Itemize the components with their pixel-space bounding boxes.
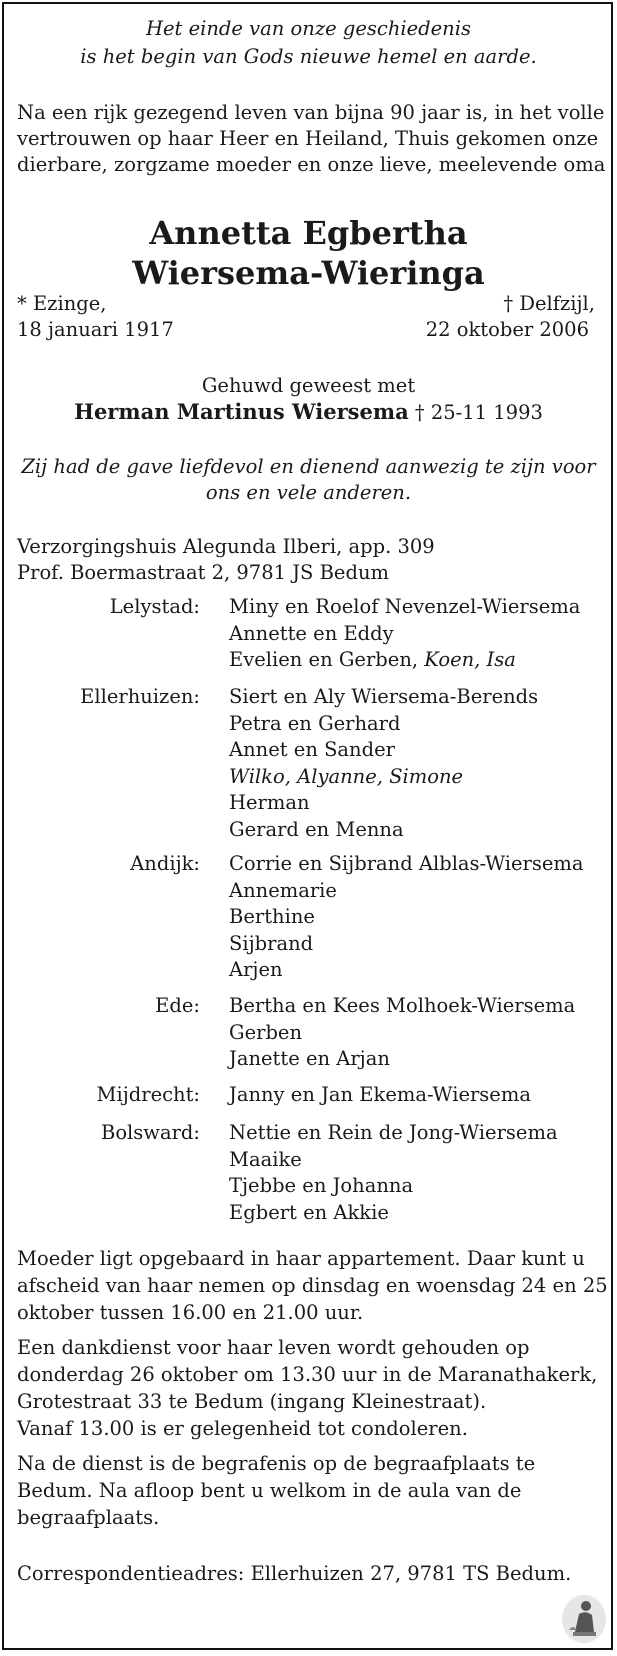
family-member-line	[229, 1045, 390, 1073]
intro-line-3: dierbare, zorgzame moeder en onze lieve, meelevende oma	[17, 153, 606, 176]
family-member-line	[229, 1199, 389, 1227]
visitation-line-2: afscheid van haar nemen op dinsdag en woensdag 24 en 25	[17, 1274, 608, 1297]
family-member-line	[229, 930, 313, 958]
address-line-1: Verzorgingshuis Alegunda Ilberi, app. 309	[17, 535, 435, 558]
family-member-line	[229, 903, 315, 931]
motto-line-1: Het einde van onze geschiedenis	[146, 17, 471, 40]
spouse-prefix: Gehuwd geweest met	[201, 374, 416, 397]
family-member-name: Siert en Aly Wiersema-Berends	[229, 685, 539, 708]
death-date: 22 oktober 2006	[425, 318, 589, 341]
family-place: Andijk:	[130, 852, 200, 875]
visitation-line-3: oktober tussen 16.00 en 21.00 uur.	[17, 1301, 364, 1324]
family-member-line	[229, 816, 404, 844]
intro-line-1: Na een rijk gezegend leven van bijna 90 jaar is, in het volle	[17, 101, 605, 124]
service-line-2: donderdag 26 oktober om 13.30 uur in de Maranathakerk,	[17, 1363, 598, 1386]
family-member-name: Herman	[229, 791, 310, 814]
family-member-line	[229, 593, 580, 621]
family-member-name: Bertha en Kees Molhoek-Wiersema	[229, 994, 576, 1017]
family-member-name: Arjen	[229, 958, 283, 981]
family-member-name: Annette en Eddy	[229, 621, 394, 645]
family-member-name: Annemarie	[229, 878, 337, 902]
family-member-line	[229, 992, 575, 1020]
family-member-name: Janette en Arjan	[229, 1047, 390, 1070]
spouse-death: † 25-11 1993	[414, 401, 543, 424]
family-member-name: Maaike	[229, 1147, 302, 1171]
family-member-name: Petra en Gerhard	[229, 711, 401, 735]
family-member-name: Gerard en Menna	[229, 817, 404, 841]
birth-date: 18 januari 1917	[17, 318, 174, 341]
family-place: Ellerhuizen:	[80, 685, 200, 708]
family-member-name: Nettie en Rein de Jong-Wiersema	[229, 1121, 558, 1144]
family-member-name: Berthine	[229, 905, 315, 928]
family-member-line	[229, 710, 401, 738]
family-place: Lelystad:	[109, 595, 200, 618]
service-line-1: Een dankdienst voor haar leven wordt gehouden op	[17, 1336, 530, 1359]
family-member-line	[229, 763, 463, 791]
family-member-line	[229, 646, 516, 674]
grandchildren-names: Koen, Isa	[424, 648, 516, 671]
burial-line-2: Bedum. Na afloop bent u welkom in de aula van de	[17, 1479, 522, 1502]
death-place: † Delfzijl,	[503, 292, 595, 315]
family-member-line	[229, 1019, 302, 1047]
quote-line-1: Zij had de gave liefdevol en dienend aanwezig te zijn voor	[21, 455, 596, 478]
spouse-line	[0, 398, 617, 427]
family-member-line	[229, 683, 538, 711]
service-line-4: Vanaf 13.00 is er gelegenheid tot condoleren.	[17, 1417, 468, 1440]
family-member-line	[229, 789, 310, 817]
spouse-name: Herman Martinus Wiersema	[74, 399, 409, 424]
intro-line-2: vertrouwen op haar Heer en Heiland, Thuis gekomen onze	[17, 127, 599, 150]
family-member-name: Corrie en Sijbrand Alblas-Wiersema	[229, 852, 584, 875]
quote-line-2: ons en vele anderen.	[205, 481, 412, 504]
address-line-2: Prof. Boermastraat 2, 9781 JS Bedum	[17, 561, 390, 584]
memorial-emblem-icon	[561, 1594, 607, 1644]
family-member-line	[229, 1119, 558, 1147]
correspondence-address: Correspondentieadres: Ellerhuizen 27, 9781 TS Bedum.	[17, 1562, 572, 1585]
deceased-name-last: Wiersema-Wieringa	[132, 254, 485, 292]
family-member-name: Miny en Roelof Nevenzel-Wiersema	[229, 595, 581, 618]
family-member-line	[229, 736, 395, 764]
burial-line-3: begraafplaats.	[17, 1506, 160, 1529]
family-member-name: Evelien en Gerben,	[229, 648, 425, 671]
birth-place: * Ezinge,	[17, 292, 107, 315]
service-line-3: Grotestraat 33 te Bedum (ingang Kleinestraat).	[17, 1390, 487, 1413]
family-member-line	[229, 1146, 302, 1174]
family-member-line	[229, 956, 283, 984]
family-member-line	[229, 620, 394, 648]
deceased-name-first: Annetta Egbertha	[149, 214, 468, 252]
family-place: Mijdrecht:	[96, 1083, 200, 1106]
family-member-line	[229, 877, 337, 905]
family-member-name: Tjebbe en Johanna	[229, 1174, 414, 1197]
family-member-name: Gerben	[229, 1020, 303, 1044]
family-place: Bolsward:	[100, 1121, 200, 1144]
family-member-name: Janny en Jan Ekema-Wiersema	[229, 1083, 531, 1106]
family-member-line	[229, 1081, 531, 1109]
family-member-name: Annet en Sander	[229, 738, 395, 761]
family-member-line	[229, 1172, 413, 1200]
burial-line-1: Na de dienst is de begrafenis op de begraafplaats te	[17, 1452, 536, 1475]
grandchildren-names: Wilko, Alyanne, Simone	[229, 764, 464, 788]
family-member-line	[229, 850, 584, 878]
motto-line-2: is het begin van Gods nieuwe hemel en aarde.	[80, 45, 537, 68]
family-place: Ede:	[155, 994, 200, 1017]
family-member-name: Sijbrand	[229, 931, 314, 955]
visitation-line-1: Moeder ligt opgebaard in haar appartement. Daar kunt u	[17, 1247, 585, 1270]
family-member-name: Egbert en Akkie	[229, 1200, 389, 1224]
